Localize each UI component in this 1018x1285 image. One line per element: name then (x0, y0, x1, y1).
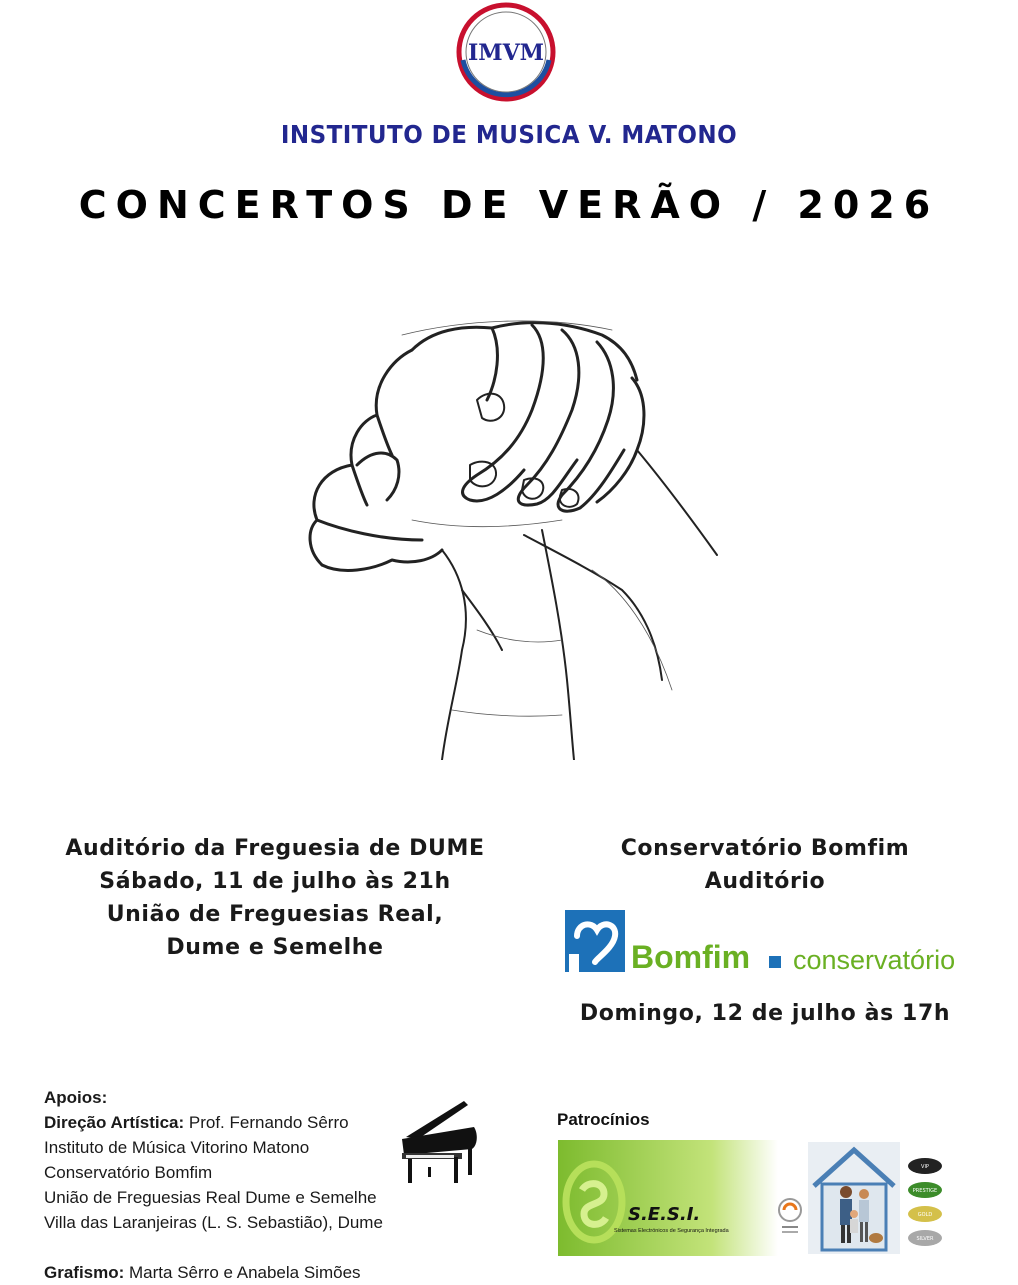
venue-bomfim-block (560, 832, 970, 898)
sesi-name: S.E.S.I. (628, 1204, 701, 1225)
sponsors-heading: Patrocínios (557, 1110, 650, 1129)
sponsor-tier-badges (906, 1156, 944, 1250)
poster-title: CONCERTOS DE VERÃO / 2026 (78, 183, 940, 227)
institute-name: INSTITUTO DE MUSICA V. MATONO (280, 120, 738, 149)
family-house-image (808, 1142, 900, 1254)
venue-bomfim-room: Auditório (704, 869, 826, 894)
graphics-label: Grafismo: (44, 1263, 125, 1282)
supports-heading: Apoios: (44, 1088, 108, 1107)
badge-vip: VIP (921, 1164, 929, 1170)
support-item: Instituto de Música Vitorino Matono (44, 1138, 310, 1157)
support-item: Conservatório Bomfim (44, 1163, 213, 1182)
praying-hands-illustration (262, 290, 762, 760)
venue-dume-parish-line1: União de Freguesias Real, (106, 902, 444, 927)
sesi-tagline: Sistemas Electrónicos de Segurança Integrada (614, 1228, 729, 1234)
venue-bomfim-date: Domingo, 12 de julho às 17h (579, 1001, 951, 1026)
institute-logo (453, 2, 559, 102)
direction-label: Direção Artística: (44, 1113, 185, 1132)
direction-value: Prof. Fernando Sêrro (184, 1113, 349, 1132)
venue-dume-date: Sábado, 11 de julho às 21h (99, 869, 451, 894)
badge-gold: GOLD (917, 1212, 933, 1218)
supports-block (44, 1085, 424, 1285)
bomfim-logo-name: Bomfim (631, 939, 751, 975)
logo-monogram: IMVM (467, 40, 545, 66)
sesi-sponsor-logo (558, 1140, 778, 1256)
bomfim-conservatorio-logo (565, 908, 965, 978)
badge-silver: SILVER (916, 1236, 934, 1242)
certification-seal-icon (776, 1192, 804, 1244)
grand-piano-image (398, 1097, 480, 1187)
bomfim-logo-suffix: conservatório (793, 945, 956, 975)
venue-dume-parish-line2: Dume e Semelhe (166, 935, 384, 960)
support-item: União de Freguesias Real Dume e Semelhe (44, 1188, 377, 1207)
venue-bomfim-name: Conservatório Bomfim (620, 836, 910, 861)
venue-dume-name: Auditório da Freguesia de DUME (65, 836, 485, 861)
badge-prestige: PRESTIGE (912, 1188, 938, 1194)
venue-dume-block (40, 832, 510, 964)
graphics-value: Marta Sêrro e Anabela Simões (124, 1263, 361, 1282)
support-item: Villa das Laranjeiras (L. S. Sebastião), Dume (44, 1213, 383, 1232)
